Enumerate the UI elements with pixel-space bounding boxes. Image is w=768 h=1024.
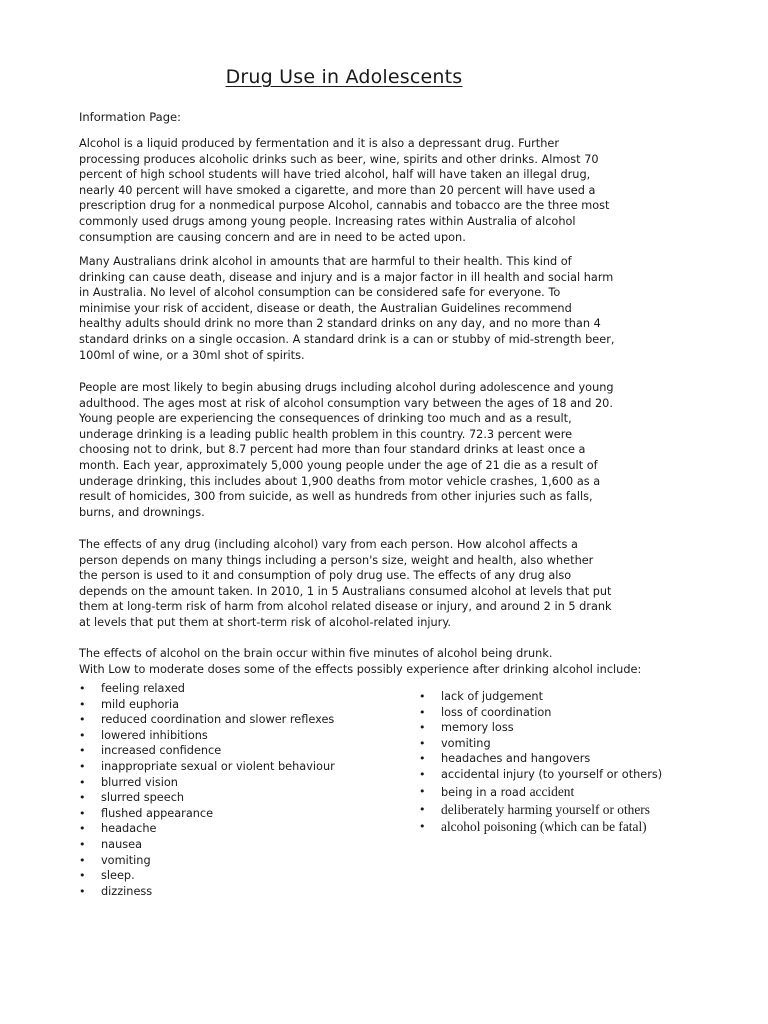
- list-item: • accidental injury (to yourself or others): [419, 767, 662, 783]
- list-item: • vomiting: [79, 853, 335, 869]
- list-item: • sleep.: [79, 868, 335, 884]
- list-item-part: being in a road: [441, 785, 526, 799]
- list-item: • nausea: [79, 837, 335, 853]
- list-item: • inappropriate sexual or violent behaviour: [79, 759, 335, 775]
- paragraph-harm: Many Australians drink alcohol in amounts that are harmful to their health. This kind of drinking can cause death, disease and injury and is a major factor in ill health and social harm in Australia. No level of alcohol consumption can be considered safe for everyone. To minimise your risk of accident, disease or death, the Australian Guidelines recommend healthy adults should drink no more than 2 standard drinks on any day, and no more than 4 standard drinks on a single occasion. A standard drink is a can or stubby of mid-strength beer, 100ml of wine, or a 30ml shot of spirits.: [79, 255, 615, 362]
- list-item: • memory loss: [419, 720, 662, 736]
- list-item-part: accident: [529, 783, 575, 799]
- list-item: • reduced coordination and slower reflexes: [79, 712, 335, 728]
- list-item: • deliberately harming yourself or others: [419, 801, 662, 819]
- paragraph-intro: Alcohol is a liquid produced by fermentation and it is also a depressant drug. Further processing produces alcoholic drinks such as beer, wine, spirits and other drinks. Almost 70 percent of high school students will have tried alcohol, half will have taken an illegal drug, nearly 40 percent will have smoked a cigarette, and more than 20 percent will have used a prescription drug for a nonmedical purpose Alcohol, cannabis and tobacco are the three most commonly used drugs among young people. Increasing rates within Australia of alcohol consumption are causing concern and are in need to be acted upon.: [79, 137, 610, 244]
- info-subheading: Information Page:: [79, 110, 181, 124]
- paragraph-effects: The effects of any drug (including alcohol) vary from each person. How alcohol affects a person depends on many things including a person's size, weight and health, also whether the person is used to it and consumption of poly drug use. The effects of any drug also depends on the amount taken. In 2010, 1 in 5 Australians consumed alcohol at levels that put them at long-term risk of harm from alcohol related disease or injury, and around 2 in 5 drank at levels that put them at short-term risk of alcohol-related injury.: [79, 538, 612, 629]
- list-item: • loss of coordination: [419, 705, 662, 721]
- page-title: Drug Use in Adolescents: [225, 66, 463, 88]
- list-item: • headache: [79, 821, 335, 837]
- list-item: • flushed appearance: [79, 806, 335, 822]
- list-item: • feeling relaxed: [79, 681, 335, 697]
- list-item: • headaches and hangovers: [419, 751, 662, 767]
- effects-list-right: [419, 689, 662, 836]
- list-item: • vomiting: [419, 736, 662, 752]
- effects-list-left: [79, 681, 335, 899]
- effects-intro-line-2: With Low to moderate doses some of the effects possibly experience after drinking alcohol include:: [79, 663, 642, 676]
- effects-intro-line-1: The effects of alcohol on the brain occur within five minutes of alcohol being drunk.: [79, 647, 553, 660]
- list-item: • alcohol poisoning (which can be fatal): [419, 818, 662, 836]
- list-item: • blurred vision: [79, 775, 335, 791]
- list-item: • lack of judgement: [419, 689, 662, 705]
- list-item: • slurred speech: [79, 790, 335, 806]
- list-item: • dizziness: [79, 884, 335, 900]
- list-item: • lowered inhibitions: [79, 728, 335, 744]
- list-item: • increased confidence: [79, 743, 335, 759]
- list-item-mixed: [419, 783, 662, 801]
- paragraph-adolescence: People are most likely to begin abusing drugs including alcohol during adolescence and young adulthood. The ages most at risk of alcohol consumption vary between the ages of 18 and 20. Young people are experiencing the consequences of drinking too much and as a result, underage drinking is a leading public health problem in this country. 72.3 percent were choosing not to drink, but 8.7 percent had more than four standard drinks at least once a month. Each year, approximately 5,000 young people under the age of 21 die as a result of underage drinking, this includes about 1,900 deaths from motor vehicle crashes, 1,600 as a result of homicides, 300 from suicide, as well as hundreds from other injuries such as falls, burns, and drownings.: [79, 381, 614, 519]
- list-item: • mild euphoria: [79, 697, 335, 713]
